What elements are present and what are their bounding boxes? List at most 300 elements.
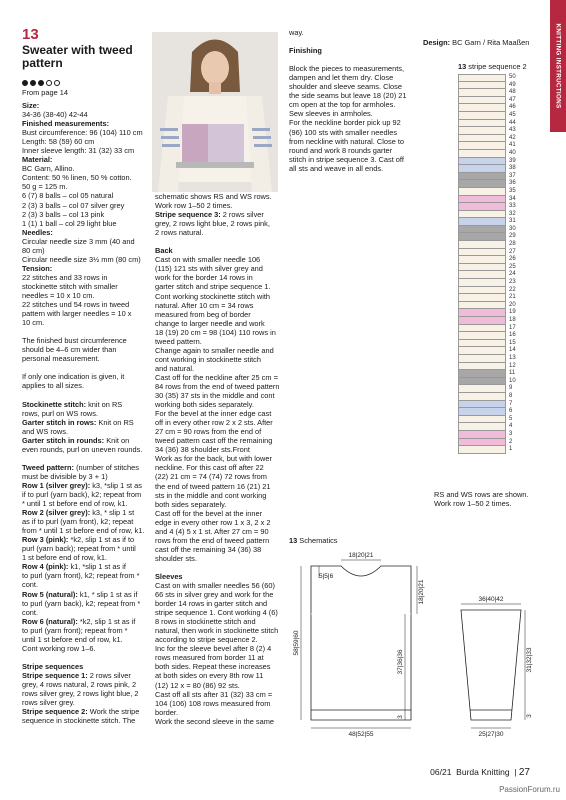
text-line [155,536,283,545]
line-text: round and work 8 rounds garter [289,145,393,155]
stripe-row-number: 13 [509,354,516,361]
instructions-column-3 [289,28,417,173]
bold-label: Tweed pattern: [22,462,75,472]
text-line [155,228,283,237]
text-line [289,37,417,46]
stripe-chart-number: 13 [458,62,467,71]
text-line [289,137,417,146]
from-page-ref: From page 14 [22,88,69,97]
line-text: must be divisible by 3 + 1) [22,471,108,481]
text-line [289,64,417,73]
line-text: Length: 58 (59) 60 cm [22,137,95,147]
sleeve-length-label: 31|32|33 [526,647,533,673]
stripe-row [458,211,506,219]
line-text: BC Garn, Allino. [22,164,75,174]
line-text: 18 (19) 20 cm = 98 (104) 110 rows in [155,327,276,337]
text-line [289,82,417,91]
stripe-row [458,347,506,355]
stripe-row [458,279,506,287]
design-text: BC Garn / Rita Maaßen [452,38,530,47]
text-line [22,246,150,255]
text-line [155,427,283,436]
text-line [22,300,150,309]
stripe-row [458,408,506,416]
text-line [22,345,150,354]
stripe-row [458,180,506,188]
line-text: rows, purl on WS rows. [22,408,98,418]
text-line [22,327,150,336]
stripe-row-number: 41 [509,142,516,149]
sleeve-border-label: 3 [526,714,533,718]
stripe-row [458,97,506,105]
text-line [22,481,150,490]
line-text: tweed pattern cast off the remaining [155,436,273,446]
stripe-row-number: 39 [509,157,516,164]
line-text: rows silver grey. [22,698,75,708]
text-line [22,644,150,653]
stripe-row-number: 16 [509,332,516,339]
line-text: neckline. For this cast off after 22 [155,463,264,473]
bold-label: Tension: [22,263,53,273]
line-text: personal measurement. [22,354,100,364]
stripe-row-number: 8 [509,392,513,399]
text-line [155,346,283,355]
schematics-number: 13 [289,536,298,545]
line-text: stripe sequence 1. Cont working 4 (6) [155,608,278,618]
line-text: Circular needle size 3½ mm (80 cm) [22,254,141,264]
text-line [289,100,417,109]
line-text: pattern with larger needles = 10 x [22,309,132,319]
text-line [22,155,150,164]
stripe-row [458,355,506,363]
text-line [155,653,283,662]
bold-label: Row 4 (pink): [22,562,69,572]
text-line [22,508,150,517]
stripe-row-number: 9 [509,385,513,392]
line-text: (12) 12 x = 80 (86) 92 sts. [155,680,240,690]
bold-label: Stripe sequence 1: [22,670,88,680]
text-line [155,563,283,572]
line-text: and natural. [155,363,195,373]
text-line [155,635,283,644]
text-line [155,409,283,418]
line-text: 2 rows silver [220,210,264,220]
text-line [155,491,283,500]
line-text: needles = 10 x 10 cm. [22,290,95,300]
line-text: Cont working row 1–6. [22,643,96,653]
bold-label: Back [155,246,173,256]
text-line [155,662,283,671]
stripe-row [458,332,506,340]
line-text: if to purl (yarn back), k2; repeat from [22,490,142,500]
line-text: Circular needle size 3 mm (40 and [22,236,135,246]
schematic-drawing [289,548,534,738]
line-text: 2 rows silver [87,670,131,680]
stripe-row-number: 14 [509,347,516,354]
line-text: Work as for the back, but with lower [155,454,272,464]
stripe-row-number: 42 [509,134,516,141]
text-line [22,590,150,599]
bold-label: Stockinette stitch: [22,399,87,409]
text-line [22,182,150,191]
text-line [22,210,150,219]
text-line [155,554,283,563]
text-line [155,328,283,337]
bold-label: Finished measurements: [22,119,110,129]
stripe-row [458,196,506,204]
text-line [22,146,150,155]
stripe-row-number: 18 [509,317,516,323]
line-text: 34 (36) 38 shoulder sts.Front [155,445,250,455]
line-text: shoulder sts. [155,553,197,563]
stripe-row [458,249,506,257]
stripe-row [458,340,506,348]
stripe-row [458,218,506,226]
text-line [22,309,150,318]
body-length-label: 58|59|60 [293,630,300,656]
stripe-row [458,271,506,279]
bold-label: Row 5 (natural): [22,589,78,599]
text-line [155,708,283,717]
line-text: 6 (7) 8 balls – col 05 natural [22,191,114,201]
text-line [22,427,150,436]
text-line [22,228,150,237]
text-line [155,699,283,708]
text-line [22,626,150,635]
stripe-row-number: 19 [509,309,516,316]
stripe-row-number: 4 [509,423,513,430]
bold-label: Sleeves [155,571,183,581]
stripe-row [458,203,506,211]
stripe-row [458,74,506,82]
stripe-row [458,317,506,325]
bold-label: Material: [22,155,53,165]
text-line [155,509,283,518]
stripe-row [458,158,506,166]
text-line [155,400,283,409]
text-line [22,472,150,481]
text-line [289,73,417,82]
line-text: the side seams but leave 18 (20) 21 [289,91,407,101]
text-line [22,454,150,463]
text-line [22,499,150,508]
line-text: Content: 50 % linen, 50 % cotton. [22,173,132,183]
line-text: to purl (yarn front), k2; repeat from * [22,571,140,581]
text-line [155,264,283,273]
text-line [155,608,283,617]
page-footer: 06/21 Burda Knitting | 27 [430,767,530,778]
text-line [155,500,283,509]
text-line [22,535,150,544]
text-line [155,201,283,210]
text-line [155,690,283,699]
text-line [22,391,150,400]
stripe-row [458,416,506,424]
bold-label: Size: [22,101,40,110]
stripe-row-number: 26 [509,256,516,263]
line-text: according to stripe sequence 2. [155,635,258,645]
line-text: border 14 rows in garter stitch and [155,599,268,609]
text-line [22,526,150,535]
line-text: (number of stitches [74,462,139,472]
bold-label: Row 6 (natural): [22,616,78,626]
line-text: both sides. Repeat these increases [155,662,271,672]
line-text: cast off the remaining 34 (36) 38 [155,544,262,554]
stripe-row-number: 49 [509,81,516,88]
side-length-label: 37|36|36 [397,649,404,675]
line-text: Inc for the sleeve bevel after 8 (2) 4 [155,644,272,654]
stripe-row [458,188,506,196]
stripe-row [458,393,506,401]
body-border-label: 3 [397,715,404,719]
text-line [155,373,283,382]
stripe-row-number: 6 [509,408,513,415]
line-text: 8 rows in stockinette stitch and [155,617,256,627]
line-text: 66 sts in silver grey and work for the [155,590,274,600]
line-text: until 1 st before end of row, k1. [22,634,123,644]
text-line [22,264,150,273]
text-line [22,680,150,689]
line-text: should be 4–6 cm wider than [22,345,117,355]
text-line [22,716,150,725]
text-line [155,599,283,608]
stripe-row [458,104,506,112]
schematics-label: Schematics [299,536,338,545]
line-text: k1, * slip 1 st as if [77,589,138,599]
line-text: Cast on with smaller needles 56 (60) [155,581,275,591]
line-text: Cast on with smaller needle 106 [155,255,261,265]
line-text: cm open at the top for armholes. [289,100,396,110]
stripe-row [458,226,506,234]
stripe-row [458,241,506,249]
line-text: work for the border 14 rows in [155,273,253,283]
line-text: natural. After 10 cm = 34 rows [155,300,254,310]
line-text: to purl (yarn front); repeat from * [22,625,128,635]
text-line [22,119,150,128]
line-text: edge in every other row 1 x 3, 2 x 2 [155,517,271,527]
bold-label: Row 3 (pink): [22,535,69,545]
line-text: Cast off all sts after 31 (32) 33 cm = [155,689,273,699]
stripe-row [458,431,506,439]
stripe-row [458,446,506,454]
stripe-row-number: 27 [509,248,516,255]
stripe-row-number: 17 [509,324,516,331]
stripe-row [458,287,506,295]
stripe-row [458,173,506,181]
text-line [155,282,283,291]
text-line [22,282,150,291]
difficulty-dot [22,80,28,86]
text-line [22,400,150,409]
stripe-row-number: 34 [509,195,516,202]
text-line [289,128,417,137]
line-text: knit on RS [86,399,123,409]
stripe-row-number: 47 [509,96,516,103]
text-line [22,363,150,372]
bold-label: Row 1 (silver grey): [22,480,91,490]
stripe-row-number: 36 [509,180,516,187]
design-label: Design: [423,38,451,47]
difficulty-dot [46,80,52,86]
stripe-row-number: 22 [509,286,516,293]
line-text: 22 stitches and 33 rows in [22,272,108,282]
line-text: * until 1 st before end of row, k1. [22,499,128,509]
cuff-width-label: 25|27|30 [478,731,504,738]
line-text: purl (yarn back); repeat from * until [22,544,136,554]
line-text: Inner sleeve length: 31 (32) 33 cm [22,146,135,156]
text-line [22,191,150,200]
line-text: Work row 1–50 2 times. [155,201,233,211]
line-text: For the bevel at the inner edge cast [155,409,272,419]
stripe-row-number: 48 [509,89,516,96]
text-line [155,590,283,599]
stripe-row-number: 29 [509,233,516,240]
line-text: Cast off for the neckline after 25 cm = [155,372,278,382]
text-line [22,707,150,716]
line-text: k3, *slip 1 st as [90,480,142,490]
neck-depth-label: 5|5|6 [319,573,334,580]
line-text: *k2, slip 1 st as if to [68,535,135,545]
bold-label: Stripe sequence 3: [155,210,221,220]
instructions-column-1 [22,101,150,725]
line-text: (22) 21 cm = 74 (74) 72 rows from [155,472,267,482]
text-line [22,544,150,553]
text-line [155,382,283,391]
text-line [22,571,150,580]
page-number: 27 [518,767,530,778]
text-line [155,337,283,346]
text-line [22,128,150,137]
stripe-row [458,439,506,447]
difficulty-dot [38,80,44,86]
stripe-row-number: 1 [509,446,513,453]
text-line [22,372,150,381]
stripe-row [458,264,506,272]
text-line [22,599,150,608]
line-text: 22 stitches und 54 rows in tweed [22,300,130,310]
side-tab-label: KNITTING INSTRUCTIONS [554,23,562,109]
stripe-row-number: 28 [509,241,516,248]
text-line [22,101,150,110]
stripe-row-number: 2 [509,438,513,445]
text-line [155,482,283,491]
line-text: 2 (3) 3 balls – col 13 pink [22,209,105,219]
line-text: (96) 100 sts with smaller needles [289,127,398,137]
pattern-number: 13 [22,26,39,43]
text-line [155,545,283,554]
line-text: border. [155,707,179,717]
line-text: both sides separately. [155,499,227,509]
text-line [289,164,417,173]
text-line [155,210,283,219]
stripe-row [458,302,506,310]
text-line [155,237,283,246]
line-text: schematic shows RS and WS rows. [155,192,272,201]
text-line [289,146,417,155]
text-line [155,310,283,319]
stripe-row-number: 44 [509,119,516,126]
text-line [289,91,417,100]
model-illustration [152,32,278,192]
bold-label: Row 2 (silver grey): [22,508,91,518]
stripe-row-number: 20 [509,301,516,308]
stripe-row [458,165,506,173]
body-outline [311,566,411,720]
line-text: even rounds, purl on uneven rounds. [22,444,143,454]
stripe-row [458,256,506,264]
text-line [155,246,283,255]
text-line [155,572,283,581]
line-text: The finished bust circumference [22,336,127,346]
line-text: (115) 121 sts with silver grey and [155,264,263,274]
text-line [289,46,417,55]
line-text: Knit on RS [96,417,134,427]
line-text: way. [289,28,304,37]
text-line [155,391,283,400]
line-text: cont. [22,580,39,590]
text-line [22,354,150,363]
line-text: 27 cm = 90 rows from the end of [155,427,262,437]
line-text: from * until 1 st before end of row, k1. [22,526,145,536]
text-line [289,55,417,64]
stripe-row [458,294,506,302]
text-line [155,219,283,228]
stripe-row [458,370,506,378]
text-line [155,292,283,301]
stripe-row [458,401,506,409]
stripe-row-number: 40 [509,149,516,156]
text-line [22,662,150,671]
line-text: all sts and weave in all ends. [289,163,384,173]
stripe-row [458,325,506,333]
text-line [155,319,283,328]
line-text: shoulder and sleeve seams. Close [289,82,402,92]
line-text: dampen and let them dry. Close [289,73,394,83]
section-side-tab [550,0,566,132]
line-text: k3, * slip 1 st [90,508,135,518]
line-text: Change again to smaller needle and [155,345,274,355]
text-line [155,418,283,427]
line-text: grey, 4 rows natural, 2 rows pink, 2 [22,680,137,689]
line-text: cont. [22,607,39,617]
text-line [22,436,150,445]
line-text: rows silver grey, 2 rows light blue, 2 [22,689,139,699]
line-text: 1 (1) 1 ball – col 29 light blue [22,218,117,228]
text-line [155,192,283,201]
sleeve-top-label: 36|40|42 [478,596,504,603]
text-line [155,445,283,454]
issue-label: 06/21 [430,767,452,777]
line-text: 84 rows from the end of tweed pattern [155,381,280,391]
bold-label: Garter stitch in rounds: [22,435,105,445]
text-line [289,155,417,164]
text-line [155,273,283,282]
line-text: garter stitch and stripe sequence 1. [155,282,271,292]
line-text: to purl (yarn back), k2; repeat from * [22,598,141,608]
text-line [155,301,283,310]
difficulty-dot [30,80,36,86]
stripe-chart-grid [458,74,506,454]
line-text: Sew sleeves in armholes. [289,109,373,119]
text-line [22,580,150,589]
stripe-row [458,378,506,386]
line-text: working both sides separately. [155,400,254,410]
text-line [22,635,150,644]
stripe-chart-row-numbers [509,74,516,454]
text-line [22,273,150,282]
stripe-row [458,233,506,241]
stripe-row [458,135,506,143]
